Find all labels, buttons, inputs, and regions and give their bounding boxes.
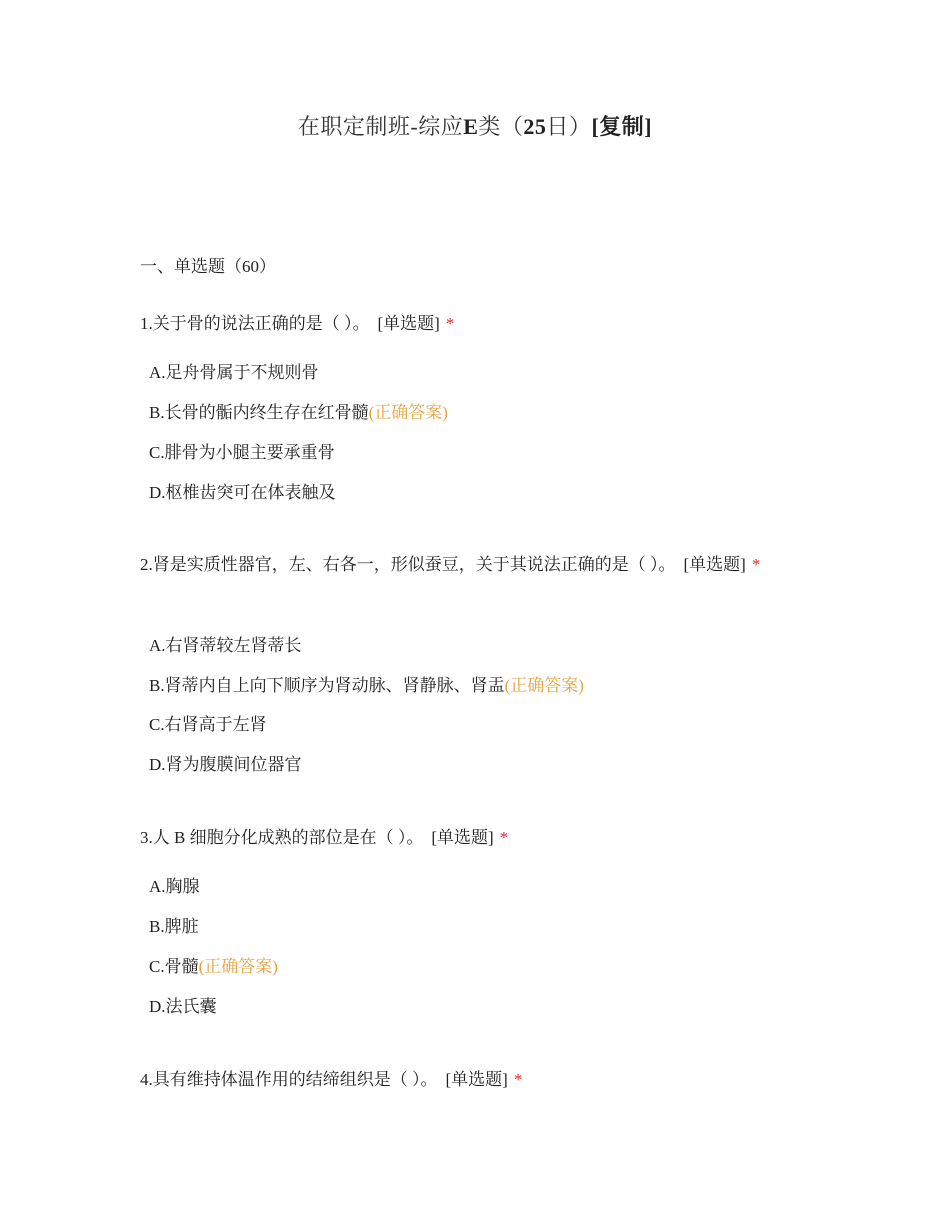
option-3a[interactable] bbox=[149, 872, 200, 897]
option-1a[interactable] bbox=[149, 358, 319, 383]
option-label: B.肾蒂内自上向下顺序为肾动脉、肾静脉、肾盂 bbox=[149, 676, 505, 695]
option-label: A.胸腺 bbox=[149, 877, 200, 896]
option-label: A.右肾蒂较左肾蒂长 bbox=[149, 636, 302, 655]
title-part: 日） bbox=[546, 114, 592, 139]
option-label: A.足舟骨属于不规则骨 bbox=[149, 363, 319, 382]
correct-answer-marker: (正确答案) bbox=[504, 676, 584, 695]
option-3c[interactable] bbox=[149, 952, 278, 977]
option-1b[interactable] bbox=[149, 398, 448, 423]
option-3d[interactable] bbox=[149, 992, 217, 1017]
question-type: [单选题] bbox=[445, 1070, 508, 1089]
title-part: 在职定制班-综应 bbox=[297, 114, 464, 139]
title-part: 类（ bbox=[478, 114, 524, 139]
option-2d[interactable] bbox=[149, 750, 302, 775]
question-2 bbox=[140, 548, 820, 581]
option-1d[interactable] bbox=[149, 478, 336, 503]
option-1c[interactable] bbox=[149, 438, 335, 463]
correct-answer-marker: (正确答案) bbox=[198, 957, 278, 976]
option-label: D.法氏囊 bbox=[149, 997, 217, 1016]
option-label: D.枢椎齿突可在体表触及 bbox=[149, 483, 336, 502]
question-text: 4.具有维持体温作用的结缔组织是（ ）。 bbox=[140, 1070, 438, 1089]
question-3 bbox=[140, 821, 820, 854]
option-label: D.肾为腹膜间位器官 bbox=[149, 755, 302, 774]
question-4 bbox=[140, 1063, 820, 1096]
question-1 bbox=[140, 307, 820, 340]
option-2a[interactable] bbox=[149, 631, 302, 656]
required-marker: * bbox=[445, 314, 455, 333]
question-text: 3.人 B 细胞分化成熟的部位是在（ ）。 bbox=[140, 828, 424, 847]
option-label: B.脾脏 bbox=[149, 917, 199, 936]
question-text: 1.关于骨的说法正确的是（ ）。 bbox=[140, 314, 370, 333]
required-marker: * bbox=[751, 555, 761, 574]
required-marker: * bbox=[499, 828, 509, 847]
option-label: C.腓骨为小腿主要承重骨 bbox=[149, 443, 335, 462]
page-title bbox=[0, 110, 950, 141]
question-text: 2.肾是实质性器官，左、右各一，形似蚕豆，关于其说法正确的是（ ）。 bbox=[140, 555, 676, 574]
title-part: [复制] bbox=[591, 114, 653, 139]
option-2c[interactable] bbox=[149, 710, 267, 735]
option-label: C.骨髓 bbox=[149, 957, 199, 976]
question-type: [单选题] bbox=[377, 314, 440, 333]
title-part: 25 bbox=[523, 114, 547, 139]
option-label: B.长骨的骺内终生存在红骨髓 bbox=[149, 403, 369, 422]
option-3b[interactable] bbox=[149, 912, 199, 937]
title-part: E bbox=[463, 114, 479, 139]
correct-answer-marker: (正确答案) bbox=[368, 403, 448, 422]
required-marker: * bbox=[513, 1070, 523, 1089]
question-type: [单选题] bbox=[431, 828, 494, 847]
question-type: [单选题] bbox=[683, 555, 746, 574]
section-heading: 一、单选题（60） bbox=[140, 257, 276, 276]
option-label: C.右肾高于左肾 bbox=[149, 715, 267, 734]
option-2b[interactable] bbox=[149, 671, 584, 696]
